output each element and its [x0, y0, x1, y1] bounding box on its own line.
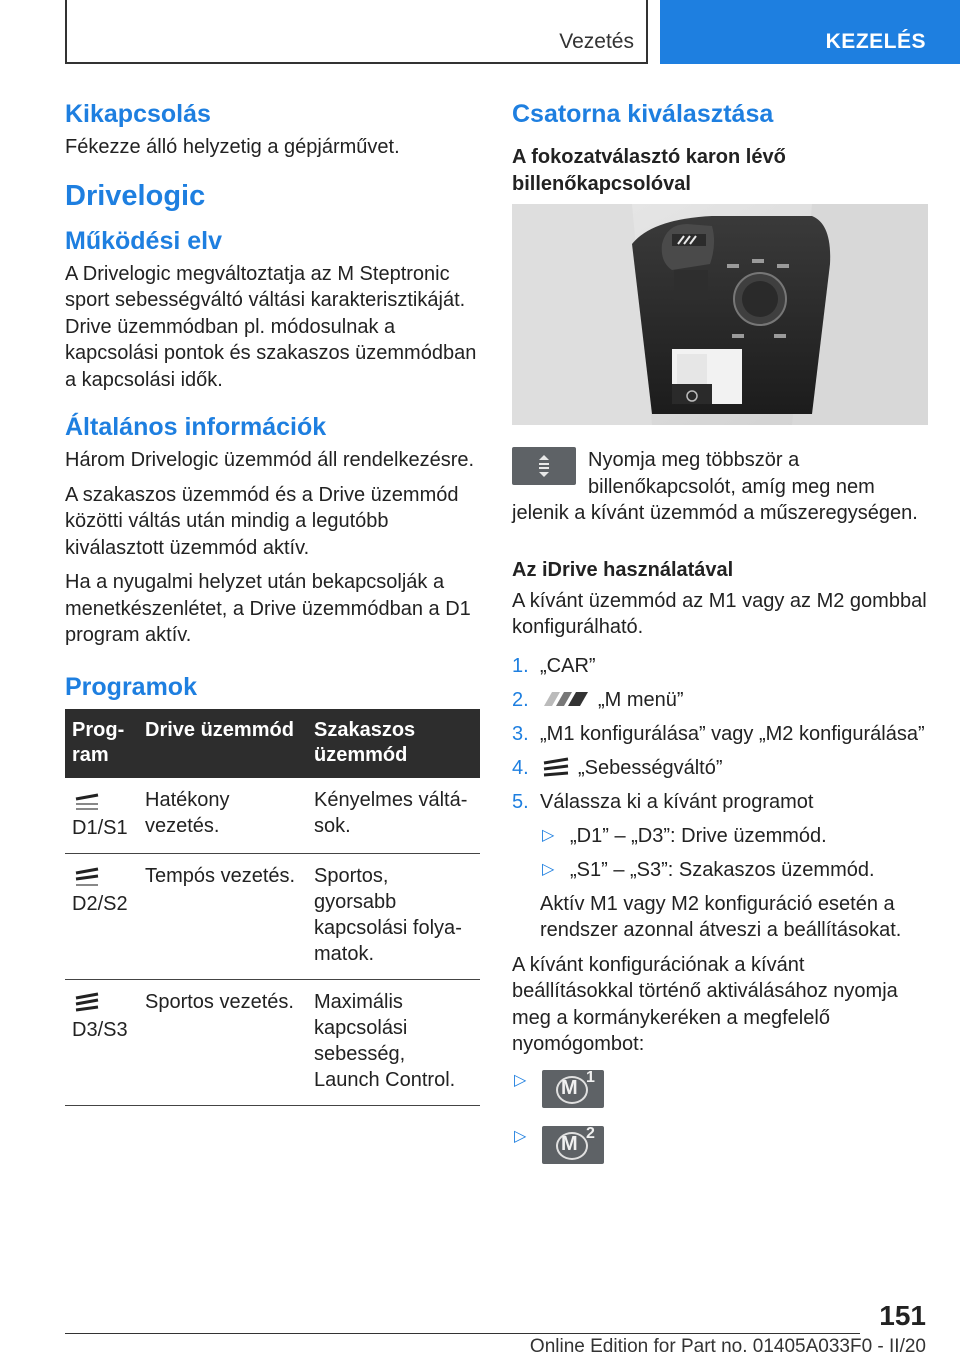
header-chapter-title: KEZELÉS [825, 30, 926, 53]
footer-edition: Online Edition for Part no. 01405A033F0 - II/20 [529, 1336, 926, 1357]
program-cell [65, 778, 138, 854]
triangle-bullet-icon: ▷ [514, 1071, 527, 1089]
list-item [512, 653, 928, 679]
programs-table-header [65, 709, 480, 778]
triangle-bullet-icon: ▷ [542, 860, 555, 878]
header-section-tab [65, 0, 648, 64]
header-program: Program [65, 709, 138, 778]
m1-button-icon [542, 1070, 604, 1108]
m-logo-icon [542, 691, 590, 707]
kikapcsolas-heading: Kikapcsolás [65, 100, 211, 128]
sequential-cell: Maximális kapcsolási sebesség, Launch Control. [307, 979, 480, 1105]
step-text: „Sebességváltó” [578, 756, 723, 779]
drivelogic-heading: Drivelogic [65, 179, 206, 212]
header-section-title: Vezetés [559, 30, 634, 53]
subitem-text: „D1” – „D3”: Drive üzemmód. [570, 824, 827, 847]
step-text: „M menü” [598, 688, 684, 711]
m2-button-row [512, 1126, 928, 1168]
header-chapter-tab [660, 0, 960, 64]
list-item [512, 755, 928, 781]
drivelogic-mode-1-icon [72, 789, 102, 813]
sequential-cell: Sportos, gyorsabb kapcsolási folyamatok. [307, 853, 480, 979]
m1-button-row [512, 1070, 928, 1112]
step-number: 3. [512, 722, 529, 745]
footer-divider [65, 1333, 860, 1334]
drivelogic-icon [542, 757, 570, 777]
drive-cell: Hatékony vezetés. [138, 778, 307, 854]
step-number: 2. [512, 688, 529, 711]
subitem-text: „S1” – „S3”: Szakaszos üzemmód. [570, 858, 875, 881]
config-note: Aktív M1 vagy M2 konfiguráció esetén a rendszer azonnal átveszi a beállításokat. [540, 892, 902, 941]
programok-heading: Programok [65, 672, 197, 701]
header-sequential: Szakaszos üzemmód [307, 709, 480, 778]
programs-table [65, 709, 480, 1106]
left-column [65, 98, 480, 1106]
step-text: Válassza ki a kívánt programot [540, 790, 814, 813]
m2-button-icon [542, 1126, 604, 1164]
right-column [512, 98, 928, 1182]
mukodesi-elv-text: A Drivelogic megváltoztatja az M Steptronic sport sebességváltó váltási karakterisztikáját. Drive üzemmódban pl. módosulnak a kapcsolási pontok és szakaszos üzemmódban a kapcsolási idők. [65, 262, 477, 391]
rocker-subheading: A fokozatválasztó karon lévő billenőkapcsolóval [512, 146, 786, 195]
program-cell [65, 979, 138, 1105]
triangle-bullet-icon: ▷ [542, 826, 555, 844]
csatorna-heading: Csatorna kiválasztása [512, 100, 774, 128]
m1-number: 1 [586, 1068, 595, 1086]
list-item [512, 789, 928, 815]
drive-cell: Tempós vezetés. [138, 853, 307, 979]
gear-selector-photo [512, 204, 928, 425]
step-text: „M1 konfigurálása” vagy „M2 konfigurálása” [540, 722, 925, 745]
steering-text: A kívánt konfigurációnak a kívánt beállításokkal történő aktiválásához nyomja meg a kormánykeréken a megfelelő nyomógombot: [512, 953, 898, 1055]
mukodesi-elv-heading: Működési elv [65, 226, 222, 255]
altalanos-p2: A szakaszos üzemmód és a Drive üzemmód közötti váltás után mindig a legutóbb kiválasztott üzemmód aktív. [65, 483, 459, 559]
altalanos-p1: Három Drivelogic üzemmód áll rendelkezésre. [65, 449, 475, 471]
header-drive: Drive üzemmód [138, 709, 307, 778]
drive-cell: Sportos vezetés. [138, 979, 307, 1105]
rocker-instruction [512, 447, 928, 527]
kikapcsolas-text: Fékezze álló helyzetig a gépjárművet. [65, 136, 400, 158]
list-item [512, 823, 928, 849]
list-item [512, 687, 928, 713]
idrive-steps [512, 653, 928, 815]
program-label: D2/S2 [72, 892, 128, 915]
list-item [512, 857, 928, 883]
program-label: D3/S3 [72, 1018, 128, 1041]
table-row [65, 778, 480, 854]
sequential-cell: Kényelmes váltások. [307, 778, 480, 854]
rocker-switch-button-icon [512, 447, 576, 485]
m2-letter: M [561, 1132, 578, 1155]
m1-letter: M [561, 1076, 578, 1099]
idrive-subheading: Az iDrive használatával [512, 558, 734, 581]
altalanos-p3: Ha a nyugalmi helyzet után bekapcsolják a menetkészenlétet, a Drive üzemmódban a D1 program aktív. [65, 571, 471, 646]
step-text: „CAR” [540, 654, 596, 677]
table-row [65, 979, 480, 1105]
altalanos-heading: Általános információk [65, 413, 327, 441]
m2-number: 2 [586, 1124, 595, 1142]
list-item [512, 721, 928, 747]
step-number: 4. [512, 756, 529, 779]
step-number: 1. [512, 654, 529, 677]
drivelogic-mode-3-icon [72, 991, 102, 1015]
idrive-intro: A kívánt üzemmód az M1 vagy az M2 gombbal konfigurálható. [512, 589, 927, 638]
step-number: 5. [512, 790, 529, 813]
table-row [65, 853, 480, 979]
program-label: D1/S1 [72, 816, 128, 839]
triangle-bullet-icon: ▷ [514, 1127, 527, 1145]
drivelogic-mode-2-icon [72, 865, 102, 889]
program-cell [65, 853, 138, 979]
page-number: 151 [879, 1300, 926, 1331]
rocker-text: Nyomja meg többször a billenőkapcsolót, amíg meg nem jelenik a kívánt üzemmód a műszeregységen. [512, 449, 918, 524]
